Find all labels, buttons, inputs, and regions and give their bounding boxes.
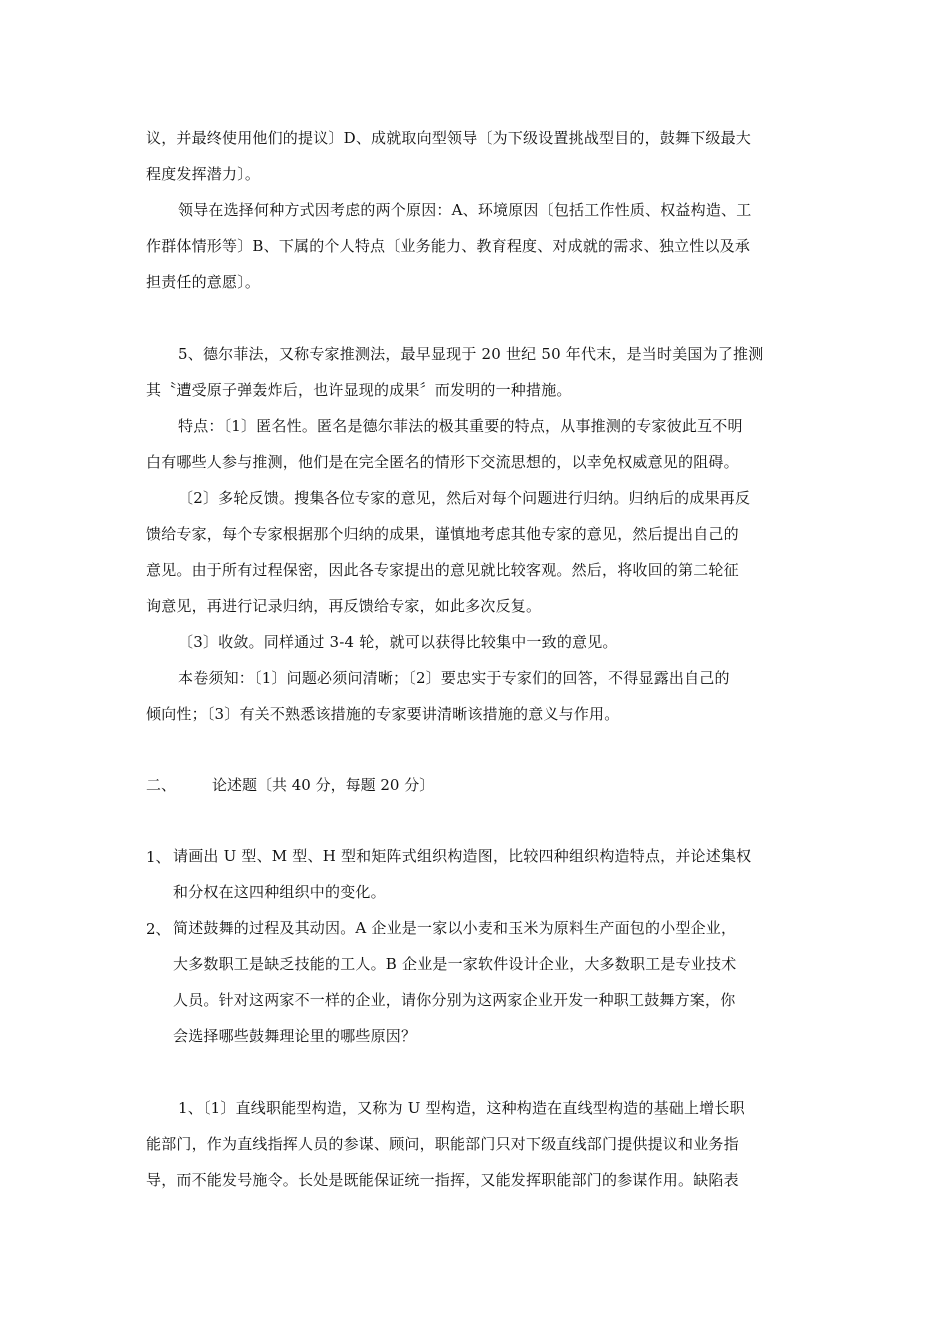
answer-text-line: 1、〔1〕直线职能型构造，又称为 U 型构造，这种构造在直线型构造的基础上增长职 [178, 1099, 745, 1117]
question-text-line: 简述鼓舞的过程及其动因。A 企业是一家以小麦和玉米为原料生产面包的小型企业， [173, 919, 737, 937]
question-text-line: 请画出 U 型、M 型、H 型和矩阵式组织构造图，比较四种组织构造特点，并论述集权 [173, 847, 752, 865]
delphi-notes-line: 倾向性；〔3〕有关不熟悉该措施的专家要讲清晰该措施的意义与作用。 [146, 705, 620, 723]
delphi-feedback-line: 询意见，再进行记录归纳，再反馈给专家，如此多次反复。 [146, 597, 542, 615]
question-number: 1、 [146, 848, 171, 866]
delphi-intro-line: 其〝遭受原子弹轰炸后，也许显现的成果〞而发明的一种措施。 [146, 381, 572, 399]
answer-text-line: 导，而不能发号施令。长处是既能保证统一指挥，又能发挥职能部门的参谋作用。缺陷表 [146, 1171, 739, 1189]
leadership-text-line: 程度发挥潜力〕。 [146, 165, 261, 183]
delphi-feature-line: 白有哪些人参与推测，他们是在完全匿名的情形下交流思想的，以幸免权威意见的阻碍。 [146, 453, 739, 471]
delphi-feature-line: 特点：〔1〕匿名性。匿名是德尔菲法的极其重要的特点，从事推测的专家彼此互不明 [178, 417, 743, 435]
delphi-convergence-line: 〔3〕收敛。同样通过 3-4 轮，就可以获得比较集中一致的意见。 [178, 633, 618, 651]
question-number: 2、 [146, 920, 171, 938]
leadership-factors-line: 领导在选择何种方式因考虑的两个原因：A、环境原因〔包括工作性质、权益构造、工 [178, 201, 752, 219]
section-heading: 论述题〔共 40 分，每题 20 分〕 [212, 776, 435, 794]
question-text-line: 会选择哪些鼓舞理论里的哪些原因？ [173, 1027, 417, 1045]
delphi-notes-line: 本卷须知：〔1〕问题必须问清晰；〔2〕要忠实于专家们的回答，不得显露出自己的 [178, 669, 730, 687]
leadership-factors-line: 担责任的意愿〕。 [146, 273, 261, 291]
delphi-feedback-line: 〔2〕多轮反馈。搜集各位专家的意见，然后对每个问题进行归纳。归纳后的成果再反 [178, 489, 751, 507]
leadership-text-line: 议，并最终使用他们的提议〕D、成就取向型领导〔为下级设置挑战型目的，鼓舞下级最大 [146, 129, 752, 147]
leadership-factors-line: 作群体情形等〕B、下属的个人特点〔业务能力、教育程度、对成就的需求、独立性以及承 [146, 237, 751, 255]
question-text-line: 人员。针对这两家不一样的企业，请你分别为这两家企业开发一种职工鼓舞方案，你 [173, 991, 736, 1009]
delphi-intro-line: 5、德尔菲法，又称专家推测法，最早显现于 20 世纪 50 年代末，是当时美国为了推测 [178, 345, 764, 363]
section-number: 二、 [146, 776, 177, 794]
delphi-feedback-line: 馈给专家，每个专家根据那个归纳的成果，谨慎地考虑其他专家的意见，然后提出自己的 [146, 525, 739, 543]
question-text-line: 和分权在这四种组织中的变化。 [173, 883, 386, 901]
delphi-feedback-line: 意见。由于所有过程保密，因此各专家提出的意见就比较客观。然后，将收回的第二轮征 [146, 561, 739, 579]
answer-text-line: 能部门，作为直线指挥人员的参谋、顾问，职能部门只对下级直线部门提供提议和业务指 [146, 1135, 739, 1153]
question-text-line: 大多数职工是缺乏技能的工人。B 企业是一家软件设计企业，大多数职工是专业技术 [173, 955, 737, 973]
